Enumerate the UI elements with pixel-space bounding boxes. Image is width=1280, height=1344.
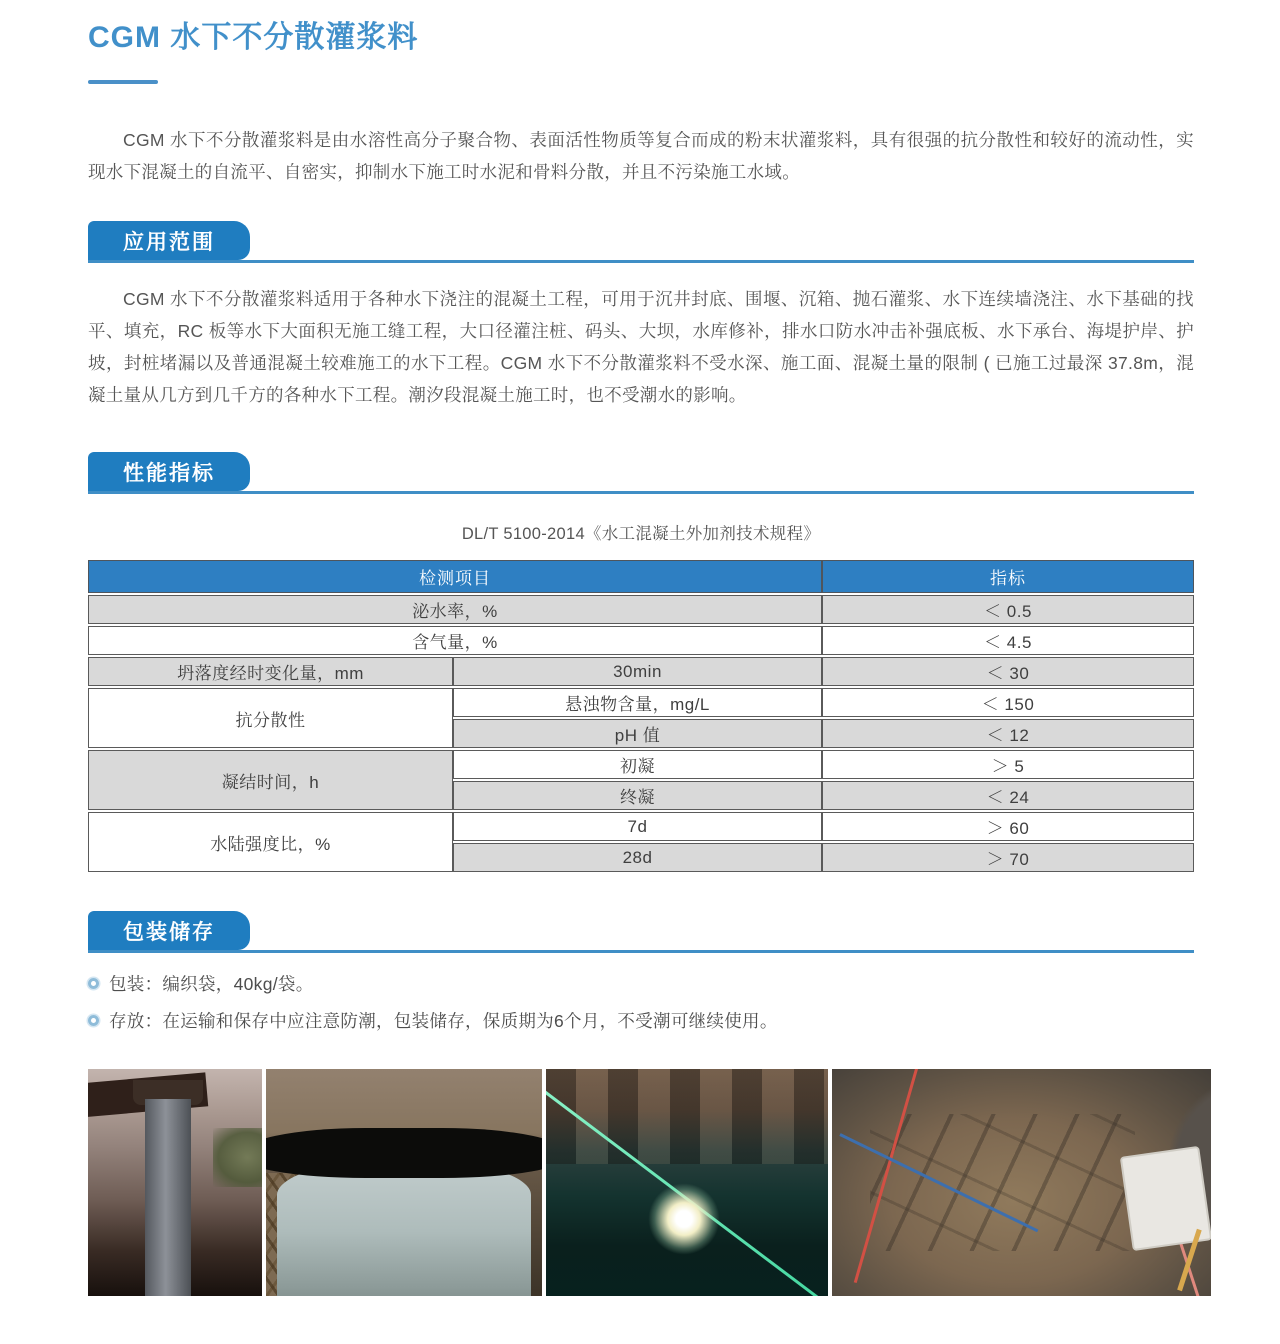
table-cell: 抗分散性 <box>88 688 453 748</box>
site-photo-pile-cap <box>266 1069 542 1296</box>
table-cell: 30min <box>453 657 822 686</box>
table-cell: ＞ 5 <box>822 750 1194 779</box>
table-header-index: 指标 <box>822 560 1194 593</box>
table-cell: 悬浊物含量，mg/L <box>453 688 822 717</box>
table-row <box>88 750 1194 779</box>
performance-table <box>88 558 1194 874</box>
table-cell: 含气量，% <box>88 626 822 655</box>
pile-shaft-shape <box>277 1160 531 1296</box>
table-row <box>88 657 1194 686</box>
application-paragraph: CGM 水下不分散灌浆料适用于各种水下浇注的混凝土工程，可用于沉井封底、围堰、沉箱、抛石灌浆、水下连续墙浇注、水下基础的找平、填充，RC 板等水下大面积无施工缝工程，大口径灌注桩、码头、大坝，水库修补，排水口防水冲击补强底板、水下承台、海堤护岸、护坡，封桩堵漏以及普通混凝土较难施工的水下工程。CGM 水下不分散灌浆料不受水深、施工面、混凝土量的限制 ( 已施工过最深 37.8m，混凝土量从几方到几千方的各种水下工程。潮汐段混凝土施工时，也不受潮水的影响。 <box>88 289 1194 405</box>
table-row <box>88 595 1194 624</box>
packaging-bullets <box>88 971 1194 1033</box>
work-light-glow <box>648 1183 720 1255</box>
table-cell: pH 值 <box>453 719 822 748</box>
ring-bullet-icon <box>88 1015 99 1026</box>
standard-reference: DL/T 5100-2014《水工混凝土外加剂技术规程》 <box>461 525 821 543</box>
intro-paragraph: CGM 水下不分散灌浆料是由水溶性高分子聚合物、表面活性物质等复合而成的粉末状灌浆料，具有很强的抗分散性和较好的流动性，实现水下混凝土的自流平、自密实，抑制水下施工时水泥和骨料分散，并且不污染施工水域。 <box>88 130 1194 182</box>
ring-bullet-icon <box>88 978 99 989</box>
table-row <box>88 626 1194 655</box>
site-photo-strip <box>88 1069 1215 1296</box>
table-cell: 坍落度经时变化量，mm <box>88 657 453 686</box>
mud-crack-texture <box>870 1114 1135 1250</box>
title-underline <box>88 80 158 84</box>
table-cell: ＜ 150 <box>822 688 1194 717</box>
table-cell: ＞ 60 <box>822 812 1194 841</box>
table-cell: ＜ 12 <box>822 719 1194 748</box>
table-row <box>88 812 1194 841</box>
table-cell: 28d <box>453 843 822 872</box>
steel-column-shape <box>145 1099 190 1296</box>
section-header-application <box>88 224 1194 263</box>
table-cell: ＜ 30 <box>822 657 1194 686</box>
packaging-section-badge: 包装储存 <box>88 911 250 950</box>
section-header-performance <box>88 455 1194 494</box>
table-cell: ＞ 70 <box>822 843 1194 872</box>
table-cell: 终凝 <box>453 781 822 810</box>
table-cell: 7d <box>453 812 822 841</box>
application-section-badge: 应用范围 <box>88 221 250 260</box>
bullet-text: 包装：编织袋，40kg/袋。 <box>109 974 314 994</box>
foliage-shape <box>213 1128 262 1187</box>
table-cell: ＜ 24 <box>822 781 1194 810</box>
table-cell: ＜ 4.5 <box>822 626 1194 655</box>
list-item <box>88 1008 1194 1033</box>
site-photo-underwater-piers <box>546 1069 828 1296</box>
list-item <box>88 971 1194 996</box>
table-cell: 泌水率，% <box>88 595 822 624</box>
dark-gap-band-shape <box>266 1128 542 1178</box>
section-header-packaging <box>88 914 1194 953</box>
table-cell: 水陆强度比，% <box>88 812 453 872</box>
table-cell: ＜ 0.5 <box>822 595 1194 624</box>
table-header-item: 检测项目 <box>88 560 822 593</box>
bridge-piers-shape <box>546 1069 828 1164</box>
table-row <box>88 688 1194 717</box>
table-header-row <box>88 560 1194 593</box>
table-cell: 初凝 <box>453 750 822 779</box>
bullet-text: 存放：在运输和保存中应注意防潮，包装储存，保质期为6个月，不受潮可继续使用。 <box>109 1011 778 1031</box>
site-photo-pier-column <box>88 1069 262 1296</box>
table-cell: 凝结时间，h <box>88 750 453 810</box>
page-title: CGM 水下不分散灌浆料 <box>88 21 419 54</box>
site-photo-cofferdam <box>832 1069 1211 1296</box>
performance-section-badge: 性能指标 <box>88 452 250 491</box>
